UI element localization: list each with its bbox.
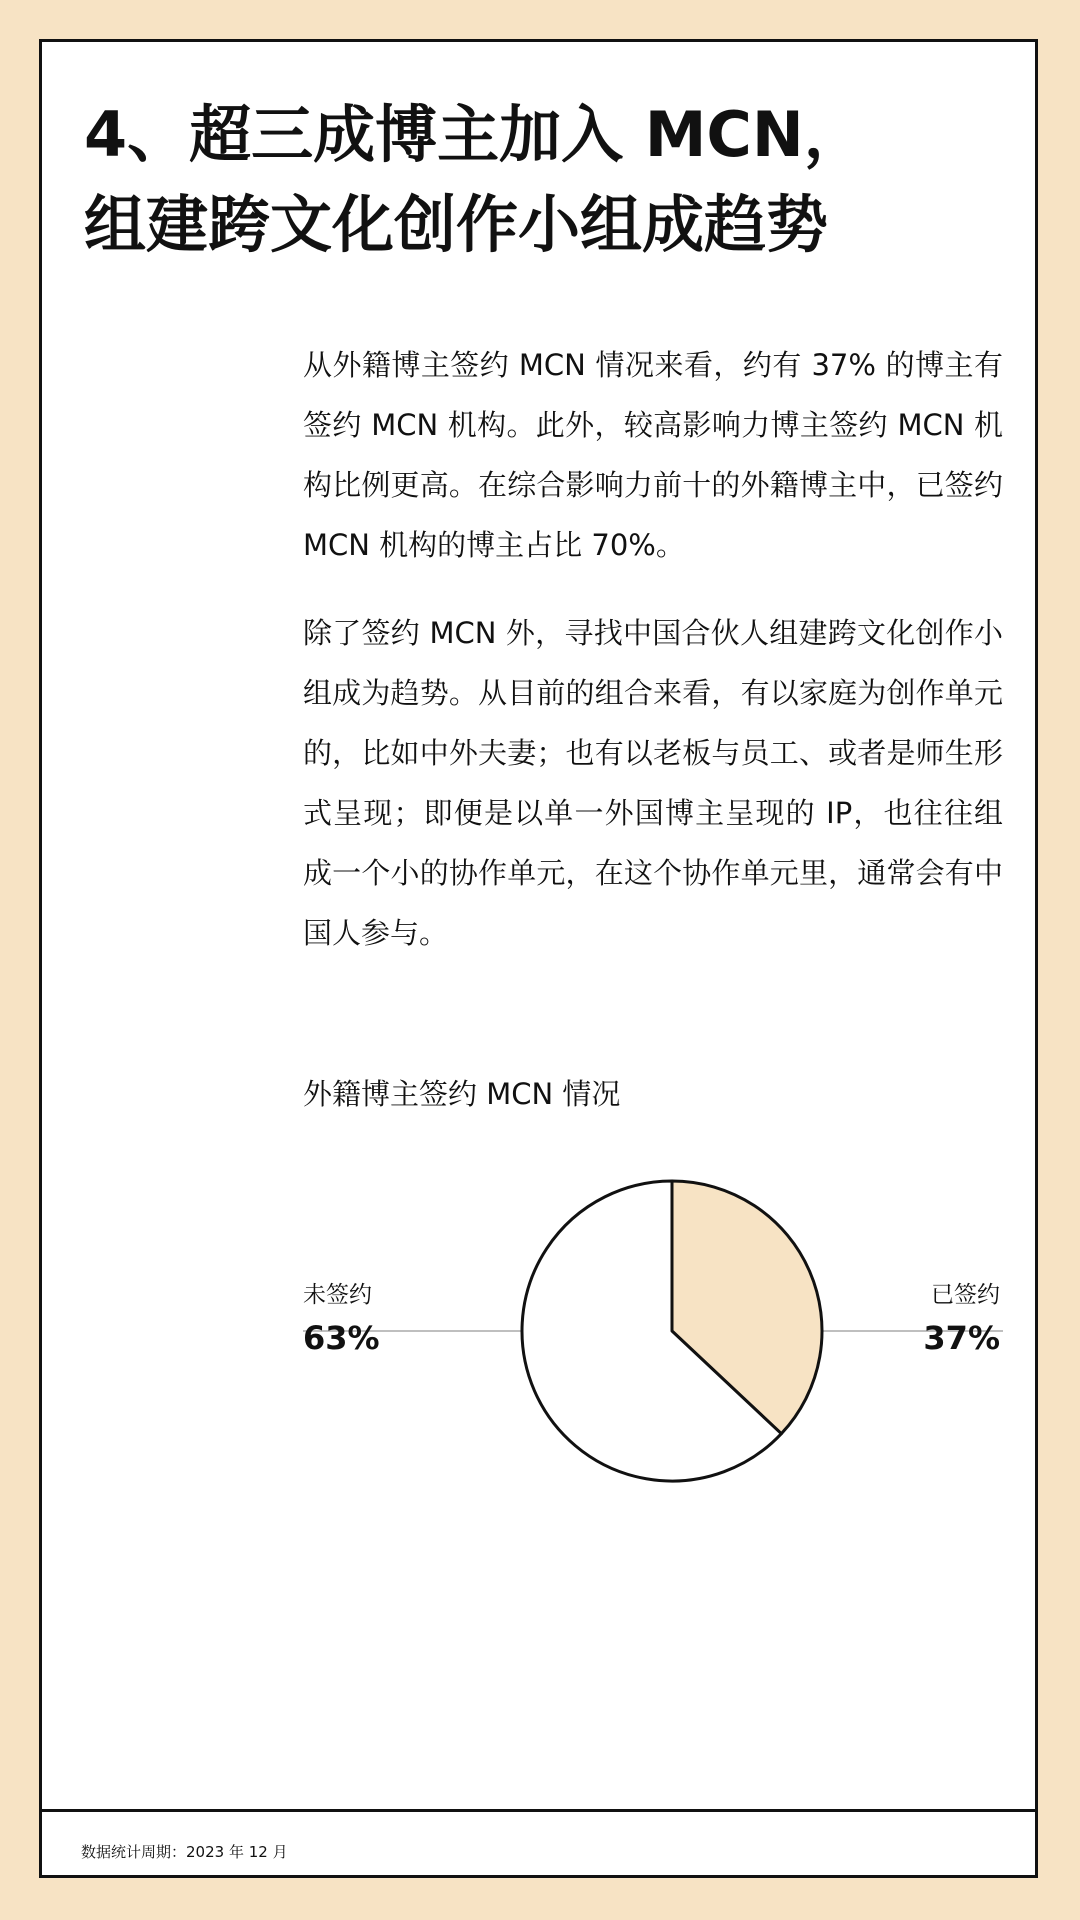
- chart-title: 外籍博主签约 MCN 情况: [303, 1077, 621, 1111]
- page-title-line-2: 组建跨文化创作小组成趋势: [84, 188, 829, 261]
- pie-chart: [42, 42, 1041, 1542]
- page-title-line-1: 4、超三成博主加入 MCN，: [84, 98, 866, 171]
- paragraph-2: 除了签约 MCN 外，寻找中国合伙人组建跨文化创作小组成为趋势。从目前的组合来看，有以家庭为创作单元的，比如中外夫妻；也有以老板与员工、或者是师生形式呈现；即便是以单一外国博主呈现的 IP，也往往组成一个小的协作单元，在这个协作单元里，通常会有中国人参与。: [303, 616, 1003, 950]
- footer-note: 数据统计周期：2023 年 12 月: [81, 1843, 288, 1861]
- content-card: [39, 39, 1038, 1878]
- slice-label-unsigned: 未签约: [303, 1282, 372, 1308]
- slice-label-signed: 已签约: [931, 1282, 1000, 1308]
- paragraph-1: 从外籍博主签约 MCN 情况来看，约有 37% 的博主有签约 MCN 机构。此外，较高影响力博主签约 MCN 机构比例更高。在综合影响力前十的外籍博主中，已签约 MCN 机构的博主占比 70%。: [303, 348, 1003, 562]
- slice-value-unsigned: 63%: [303, 1319, 380, 1357]
- slice-value-signed: 37%: [923, 1319, 1000, 1357]
- footer-divider: [42, 1809, 1035, 1812]
